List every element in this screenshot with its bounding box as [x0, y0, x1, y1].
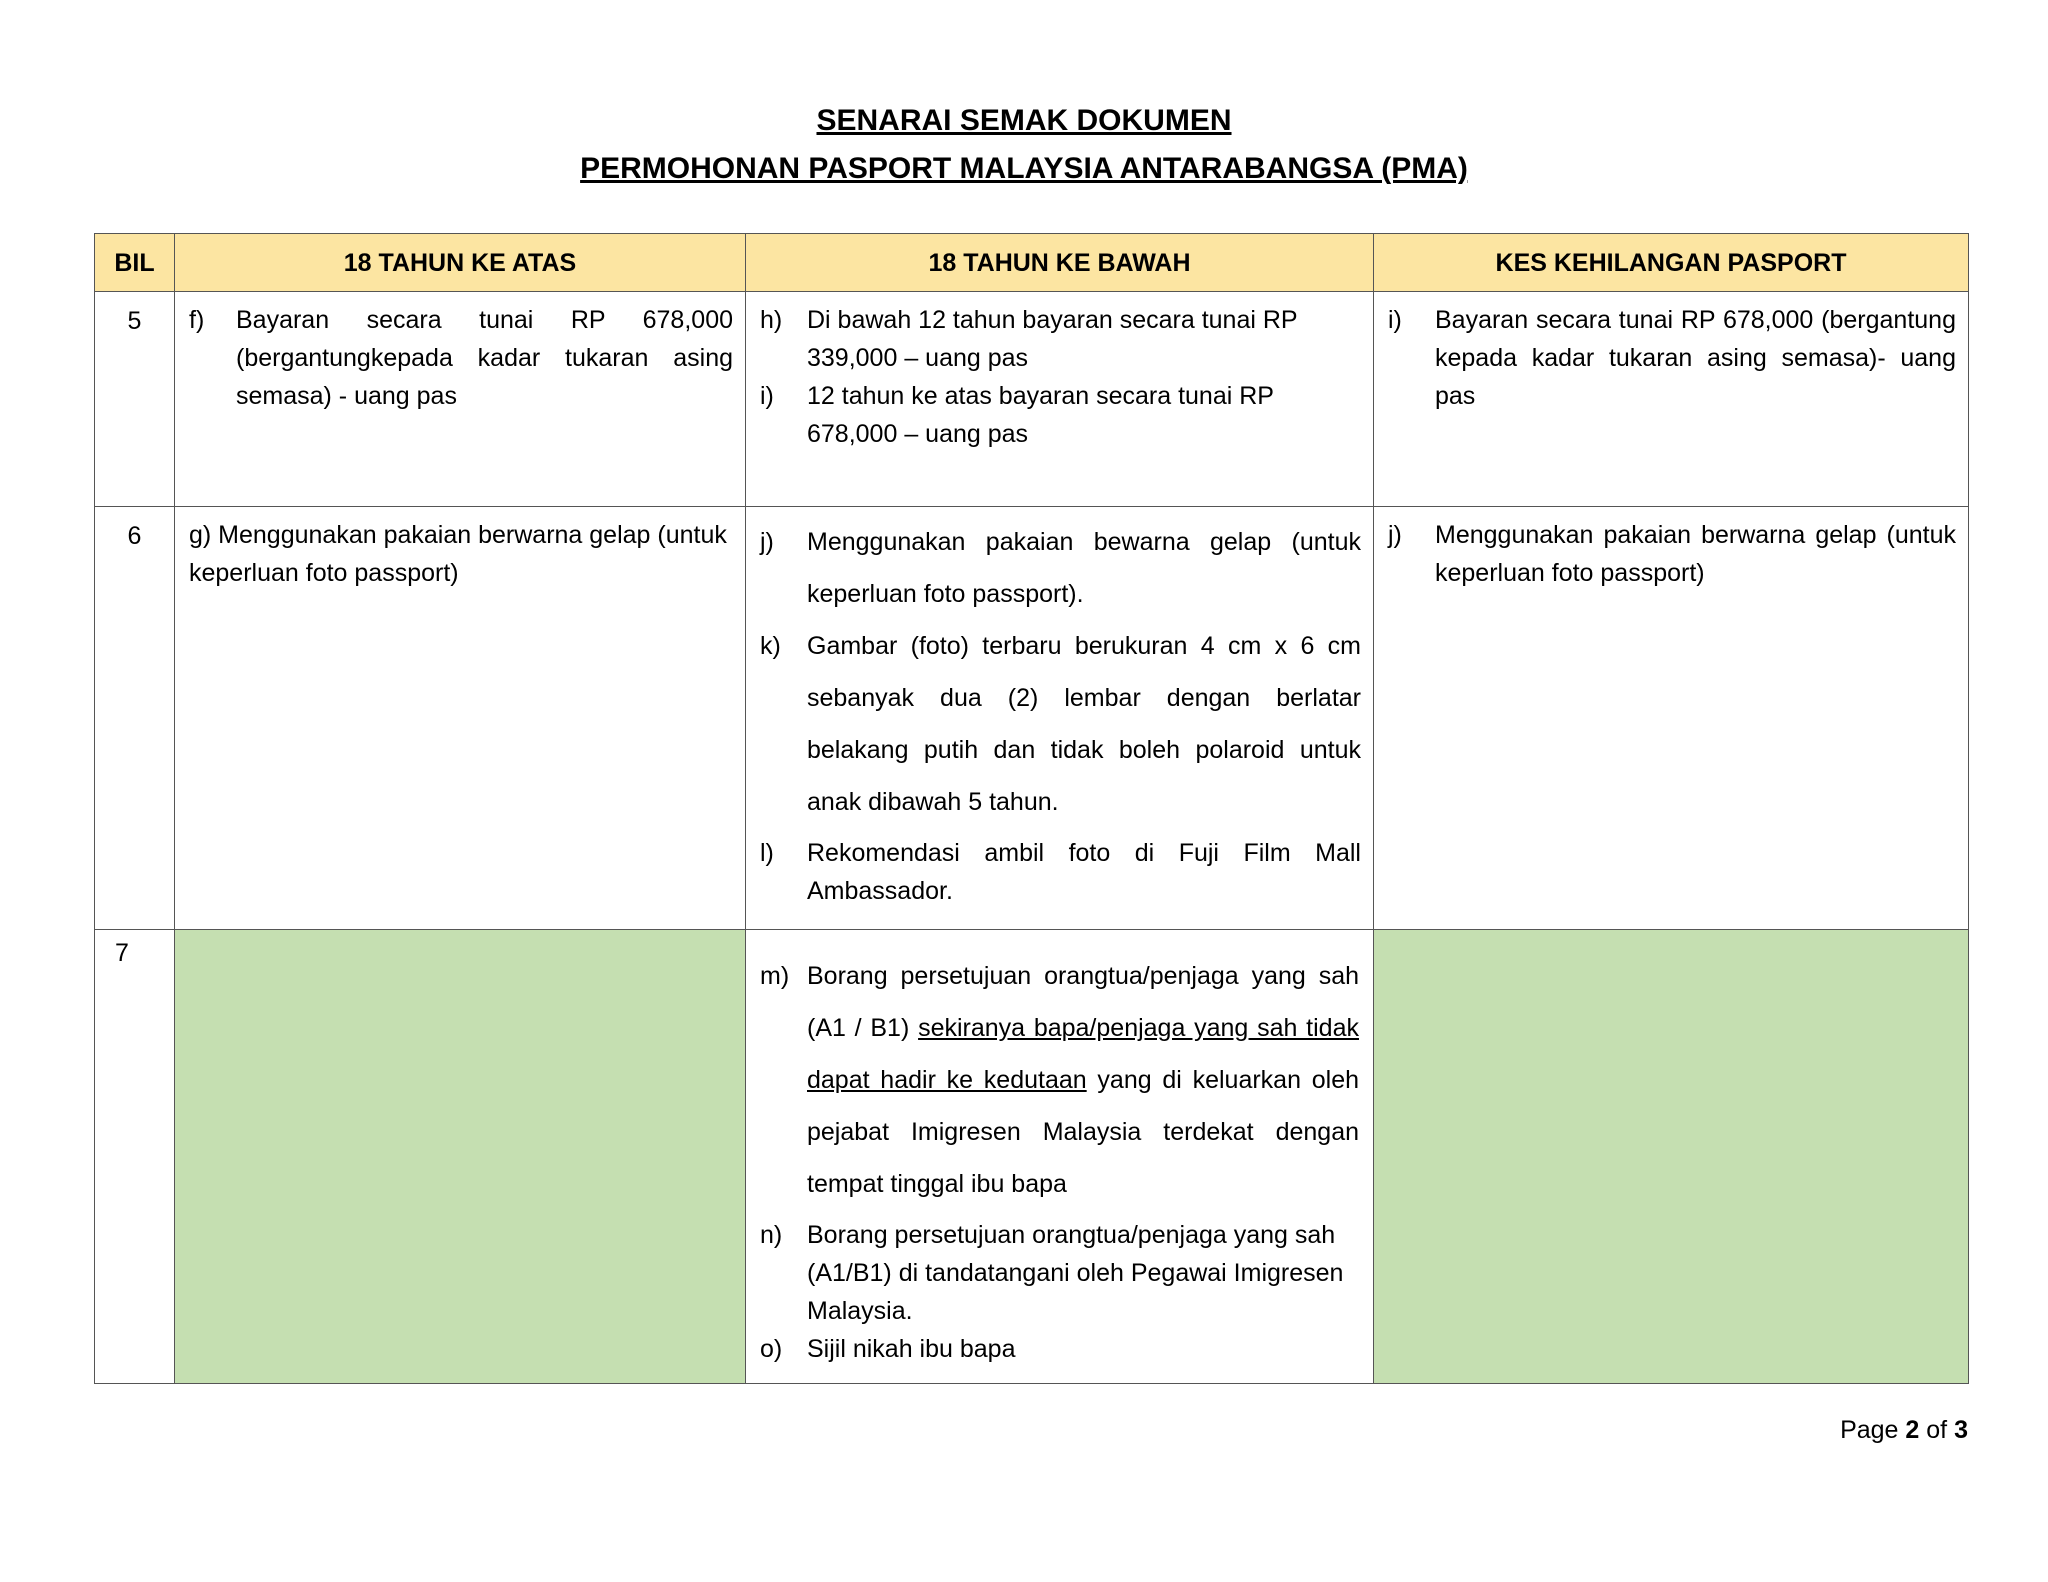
item-text: Bayaran secara tunai RP 678,000 (bergantung kepada kadar tukaran asing semasa)- uang pas — [1435, 306, 1956, 410]
header-row — [95, 234, 1969, 292]
list-item — [760, 1216, 1359, 1330]
item-text: Sijil nikah ibu bapa — [807, 1335, 1016, 1363]
item-text — [807, 950, 1359, 1210]
cell-atas — [175, 507, 746, 930]
document-title: SENARAI SEMAK DOKUMEN — [816, 104, 1232, 137]
item-text: Di bawah 12 tahun bayaran secara tunai RP 339,000 – uang pas — [807, 306, 1298, 372]
list-item — [760, 377, 1361, 453]
list-item — [760, 1330, 1359, 1368]
header-18-ke-atas: 18 TAHUN KE ATAS — [175, 234, 746, 292]
item-label: m) — [760, 962, 790, 990]
item-text-part: Borang persetujuan orangtua/penjaga yang sah (A1 / B1) — [807, 962, 1359, 1042]
page-number — [1840, 1416, 1968, 1445]
cell-atas — [175, 292, 746, 507]
item-label: i) — [760, 382, 774, 410]
cell-atas-not-applicable — [175, 930, 746, 1384]
item-label: j) — [760, 528, 774, 556]
item-label: i) — [1388, 306, 1402, 334]
table-row — [95, 507, 1969, 930]
item-text: Gambar (foto) terbaru berukuran 4 cm x 6 cm sebanyak dua (2) lembar dengan berlatar belakang putih dan tidak boleh polaroid untuk anak dibawah 5 tahun. — [807, 632, 1361, 816]
list-item — [1388, 516, 1956, 592]
list-item — [760, 834, 1361, 910]
page-current: 2 — [1905, 1416, 1920, 1444]
header-18-ke-bawah: 18 TAHUN KE BAWAH — [746, 234, 1374, 292]
row-number: 7 — [95, 930, 175, 1384]
list-item — [1388, 301, 1956, 415]
item-text: g) Menggunakan pakaian berwarna gelap (untuk keperluan foto passport) — [189, 521, 727, 587]
item-text: Borang persetujuan orangtua/penjaga yang sah (A1/B1) di tandatangani oleh Pegawai Imigresen Malaysia. — [807, 1221, 1344, 1325]
list-item — [760, 301, 1361, 377]
item-label: n) — [760, 1221, 783, 1249]
of-word: of — [1926, 1416, 1948, 1444]
item-text-part: yang di keluarkan oleh pejabat Imigresen Malaysia terdekat dengan tempat tinggal ibu bapa — [807, 1066, 1359, 1198]
table-row — [95, 930, 1969, 1384]
checklist-table — [94, 233, 1969, 1384]
item-label: f) — [189, 306, 205, 334]
cell-bawah — [746, 930, 1374, 1384]
list-item — [189, 301, 733, 415]
item-text: 12 tahun ke atas bayaran secara tunai RP 678,000 – uang pas — [807, 382, 1274, 448]
item-text: Menggunakan pakaian bewarna gelap (untuk keperluan foto passport). — [807, 528, 1361, 608]
document-subtitle: PERMOHONAN PASPORT MALAYSIA ANTARABANGSA (PMA) — [580, 152, 1468, 185]
item-text: Menggunakan pakaian berwarna gelap (untuk keperluan foto passport) — [1435, 521, 1956, 587]
item-label: j) — [1388, 521, 1402, 549]
page-total: 3 — [1954, 1416, 1968, 1444]
item-label: l) — [760, 839, 774, 867]
list-item — [760, 950, 1359, 1210]
table-row — [95, 292, 1969, 507]
page-word: Page — [1840, 1416, 1899, 1444]
row-number: 5 — [95, 292, 175, 507]
item-text: Bayaran secara tunai RP 678,000 (bergantungkepada kadar tukaran asing semasa) - uang pas — [236, 306, 733, 410]
item-label: k) — [760, 632, 781, 660]
cell-bawah — [746, 292, 1374, 507]
header-kes-kehilangan: KES KEHILANGAN PASPORT — [1374, 234, 1969, 292]
cell-kehilangan — [1374, 292, 1969, 507]
cell-kehilangan-not-applicable — [1374, 930, 1969, 1384]
item-label: h) — [760, 306, 783, 334]
item-label: o) — [760, 1335, 783, 1363]
header-bil: BIL — [95, 234, 175, 292]
item-text: Rekomendasi ambil foto di Fuji Film Mall Ambassador. — [807, 839, 1361, 905]
row-number: 6 — [95, 507, 175, 930]
cell-kehilangan — [1374, 507, 1969, 930]
list-item — [760, 620, 1361, 828]
item-text-underlined: sekiranya bapa/penjaga yang sah tidak dapat hadir ke kedutaan — [807, 1014, 1359, 1094]
list-item — [760, 516, 1361, 620]
cell-bawah — [746, 507, 1374, 930]
